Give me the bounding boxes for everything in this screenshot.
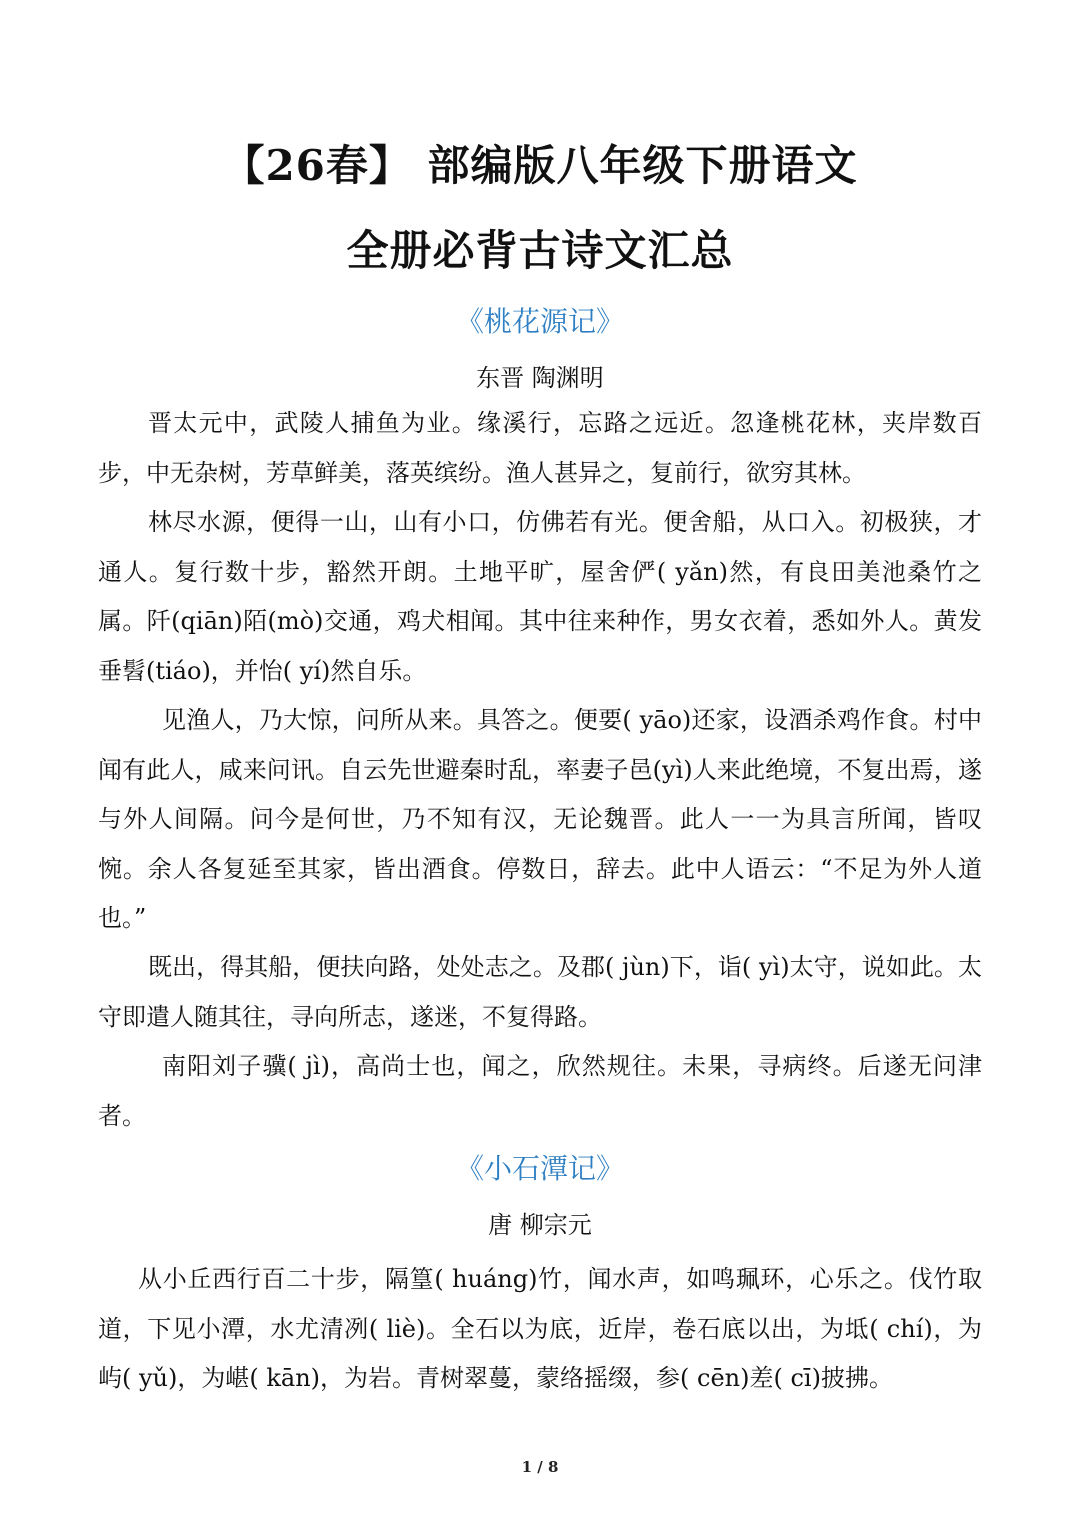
paragraph-text: 既出，得其船，便扶向路，处处志之。及郡( jùn)下，诣( yì)太守，说如此。太守即遣人随其往，寻向所志，遂迷，不复得路。	[98, 953, 982, 1031]
section-author-taohuayuanji: 东晋 陶渊明	[476, 364, 604, 392]
section-title-taohuayuanji: 《桃花源记》	[455, 305, 624, 338]
paragraph	[98, 1042, 982, 1141]
paragraph-text: 南阳刘子骥( jì)，高尚士也，闻之，欣然规往。未果，寻病终。后遂无问津者。	[98, 1052, 982, 1130]
paragraph	[98, 1255, 982, 1404]
section-author-xiaoshitanji: 唐 柳宗元	[488, 1211, 592, 1239]
section-title-xiaoshitanji: 《小石潭记》	[455, 1152, 624, 1185]
document-title-line-2: 全册必背古诗文汇总	[346, 226, 734, 275]
paragraph-text: 林尽水源，便得一山，山有小口，仿佛若有光。便舍船，从口入。初极狭，才通人。复行数十步，豁然开朗。土地平旷，屋舍俨( yǎn)然，有良田美池桑竹之属。阡(qiān)陌(mò)交通，鸡犬相闻。其中往来种作，男女衣着，悉如外人。黄发垂髫(tiáo)，并怡( yí)然自乐。	[98, 508, 982, 685]
page-number: 1 / 8	[521, 1458, 559, 1476]
paragraph-text: 见渔人，乃大惊，问所从来。具答之。便要( yāo)还家，设酒杀鸡作食。村中闻有此人，咸来问讯。自云先世避秦时乱，率妻子邑(yì)人来此绝境，不复出焉，遂与外人间隔。问今是何世，乃不知有汉，无论魏晋。此人一一为具言所闻，皆叹惋。余人各复延至其家，皆出酒食。停数日，辞去。此中人语云：“不足为外人道也。”	[98, 706, 982, 932]
document-title-line-1: 【26春】 部编版八年级下册语文	[222, 141, 858, 190]
paragraph	[98, 696, 982, 944]
paragraph	[98, 498, 982, 696]
paragraph	[98, 943, 982, 1042]
paragraph-text: 从小丘西行百二十步，隔篁( huáng)竹，闻水声，如鸣珮环，心乐之。伐竹取道，下见小潭，水尤清冽( liè)。全石以为底，近岸，卷石底以出，为坻( chí)，为屿( yǔ)，为嵁( kān)，为岩。青树翠蔓，蒙络摇缀，参( cēn)差( cī)披拂。	[98, 1265, 982, 1392]
paragraph-text: 晋太元中，武陵人捕鱼为业。缘溪行，忘路之远近。忽逢桃花林，夹岸数百步，中无杂树，芳草鲜美，落英缤纷。渔人甚异之，复前行，欲穷其林。	[98, 409, 982, 487]
paragraph	[98, 399, 982, 498]
